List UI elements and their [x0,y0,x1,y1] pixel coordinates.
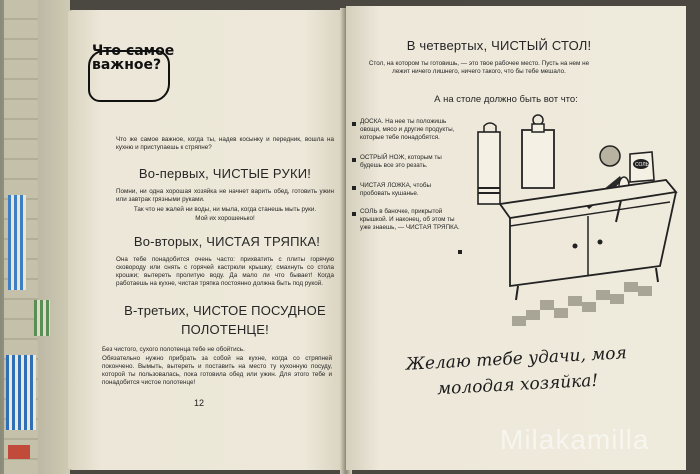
table-subheading: А на столе должно быть вот что: [434,94,578,105]
right-page [346,6,686,470]
cover-red-patch [8,445,30,459]
cutting-board-icon [522,130,554,188]
left-page [68,10,346,470]
clean-hands-text: Помни, ни одна хорошая хозяйка не начнет варить обед, готовить ужин или завтрак грязными руками. [116,188,334,204]
towel-text-2: Обязательно нужно прибрать за собой на кухне, когда со стряпней покончено. Вымыть, вытереть и поставить на место ту кухонную посуду, которой ты пользовалась, пока готовила обед или ужин. Для этого тебе и понадобится чистое полотенце! [102,355,332,387]
clean-hands-text-2: Так что не жалей ни воды, ни мыла, когда станешь мыть руки. [133,206,317,213]
book-cover-edge [0,0,70,474]
cover-green-stripes [34,300,50,336]
clean-rag-text: Она тебе понадобится очень часто: прихватить с плиты горячую сковороду или снять с горячей кастрюли крышку; смахнуть со стола крошки; вытереть пролитую воду. Да мало ли что бывает! Когда работаешь на кухне, чистая тряпка постоянно должна быть под рукой. [116,256,334,288]
item-knife: ОСТРЫЙ НОЖ, которым ты будешь все это резать. [360,154,442,170]
clean-hands-text-3: Мой их хорошенько! [195,215,255,222]
bullet-1 [352,122,356,126]
closing-line-2: молодая хозяйка! [436,370,599,400]
cover-blue-stripes-lower [6,355,36,430]
towel-hook [484,123,496,132]
jar-icon [600,146,620,166]
towel-text-1: Без чистого, сухого полотенца тебе не обойтись. [102,346,245,353]
item-board: ДОСКА. На нее ты положишь овощи, мясо и другие продукты, которые тебе понадобятся. [360,118,455,142]
bullet-4 [352,212,356,216]
page-title: Что самое важное? [92,43,175,73]
page-number: 12 [194,398,205,408]
heading-clean-hands: Во-первых, ЧИСТЫЕ РУКИ! [138,166,312,181]
bullet-2 [352,158,356,162]
watermark: Milakamilla [500,424,650,455]
bullet-5 [458,250,462,254]
bullet-3 [352,186,356,190]
heading-clean-table: В четвертых, ЧИСТЫЙ СТОЛ! [406,38,592,53]
item-spoon: ЧИСТАЯ ЛОЖКА, чтобы пробовать кушанье. [360,182,431,198]
heading-clean-rag: Во-вторых, ЧИСТАЯ ТРЯПКА! [133,234,321,249]
closing-wish [361,338,673,406]
item-salt: СОЛЬ в баночке, прикрытой крышкой. И наконец, об этом ты уже знаешь, — ЧИСТАЯ ТРЯПКА. [360,208,460,232]
heading-clean-towel-1: В-третьих, ЧИСТОЕ ПОСУДНОЕ [124,303,326,318]
kitchen-table-illustration [470,96,680,326]
intro-text: Что же самое важное, когда ты, надев косынку и передник, вошла на кухню и приступаешь к стряпне? [116,136,334,152]
floor-tiles [512,282,652,326]
closing-line-1: Желаю тебе удачи, моя [405,343,628,375]
salt-label: СОЛЬ [635,162,649,168]
table-intro: Стол, на котором ты готовишь, — это твое рабочее место. Пусть на нем не лежит ничего лишнего, ничего такого, что бы тебе мешало. [368,60,590,76]
heading-clean-towel-2: ПОЛОТЕНЦЕ! [181,322,269,337]
cover-blue-stripes [8,195,26,290]
